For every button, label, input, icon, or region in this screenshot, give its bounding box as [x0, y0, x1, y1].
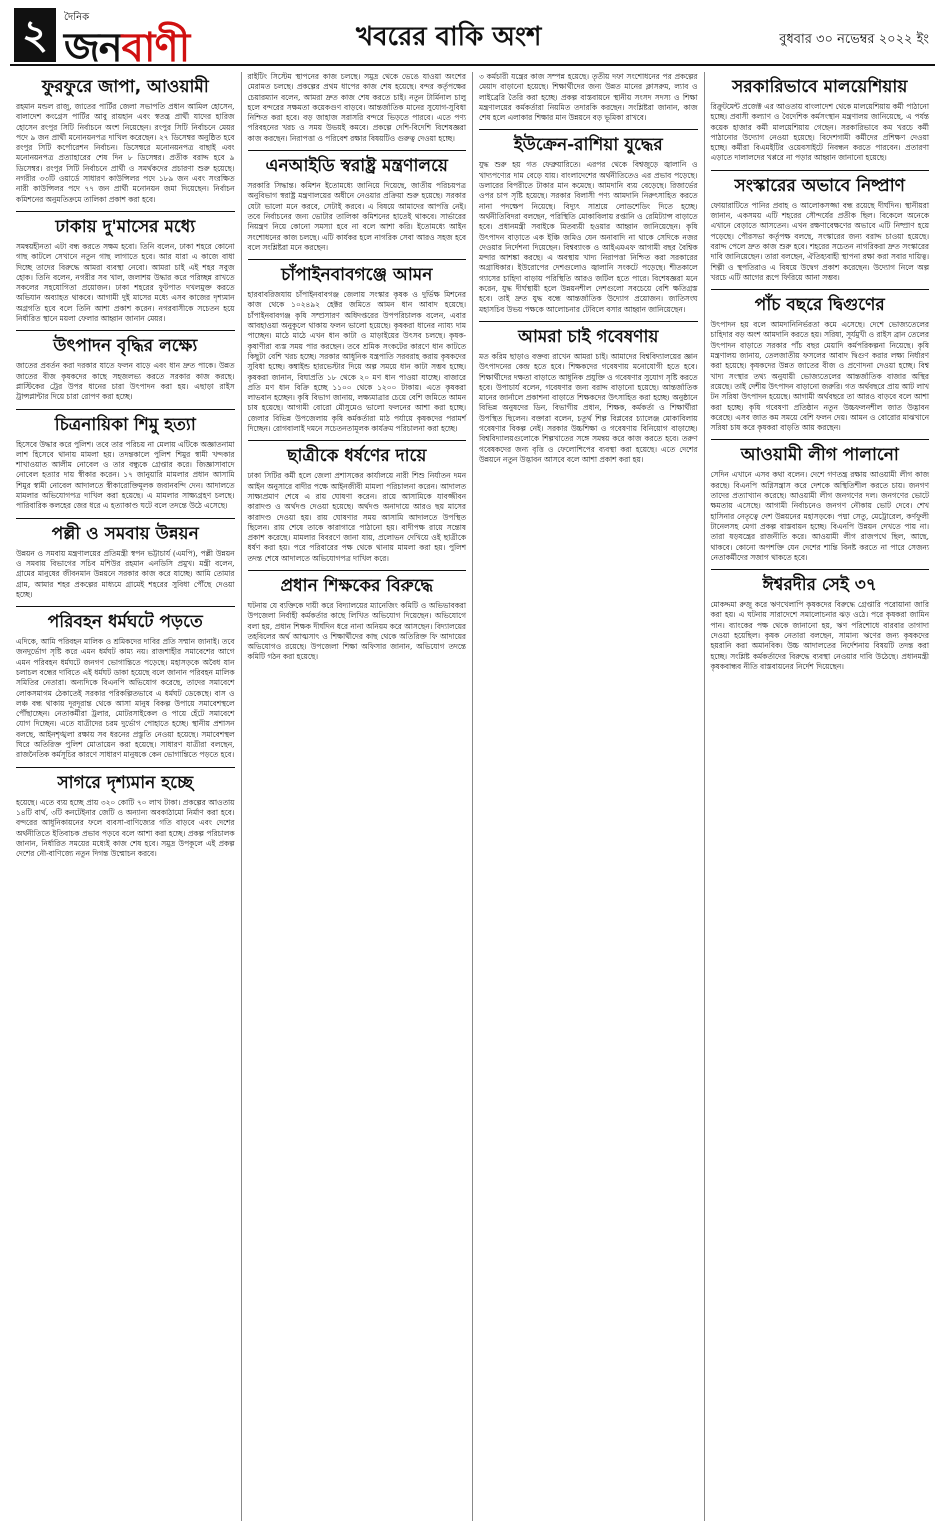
- article: [711, 170, 930, 283]
- article-body: এদিকে, আমি পরিবহন মালিক ও শ্রমিকদের দাবির প্রতি সম্মান জানাই। তবে জনদুর্ভোগ সৃষ্টি করে এমন ধর্মঘট কাম্য নয়। রাজশাহীর সমাবেশের আগে এমন পরিবহন ধর্মঘটে জনগণ ভোগান্তিতে পড়েছে। মহাসড়কে অবৈধ যান চলাচল বন্ধের দাবিতে এই ধর্মঘট ডাকা হয়েছে বলে জানান পরিবহন মালিক সমিতির নেতারা। অন্যদিকে বিএনপি অভিযোগ করেছে, তাদের সমাবেশে লোকসমাগম ঠেকাতেই সরকার পরিকল্পিতভাবে এ ধর্মঘট ডেকেছে। বাস ও লঞ্চ বন্ধ থাকায় দূরদূরান্ত থেকে আসা মানুষ বিকল্প উপায়ে সমাবেশস্থলে পৌঁছাচ্ছেন। নেতাকর্মীরা ট্রলার, মোটরসাইকেল ও পায়ে হেঁটে সমাবেশে যোগ দিচ্ছেন। এতে যাত্রীদের চরম দুর্ভোগ পোহাতে হচ্ছে। স্থানীয় প্রশাসন বলছে, আইনশৃঙ্খলা রক্ষায় সব ধরনের প্রস্তুতি নেওয়া হয়েছে। সমাবেশস্থল ঘিরে অতিরিক্ত পুলিশ মোতায়েন করা হয়েছে। সাধারণ যাত্রীরা বলছেন, রাজনৈতিক কর্মসূচির কারণে সাধারণ মানুষকে কেন ভোগান্তিতে পড়তে হবে।: [16, 637, 237, 760]
- article-body: সমন্বয়হীনতা এটা বন্ধ করতে সক্ষম হবো। তিনি বলেন, ঢাকা শহরে কোনো গাছ কাটলে সেখানে নতুন গাছ লাগাতে হবে। আর যারা এ কাজে বাধা দিচ্ছে তাদের বিরুদ্ধে আমরা ব্যবস্থা নেবো। আমরা চাই এই শহর সবুজ হোক। তিনি বলেন, নগরীর সব খাল, জলাশয় উদ্ধার করে পরিচ্ছন্ন রাখতে সকলের সহযোগিতা প্রয়োজন। ঢাকা শহরের ফুটপাত দখলমুক্ত করতে অভিযান অব্যাহত থাকবে। আগামী দুই মাসের মধ্যে এসব কাজের দৃশ্যমান অগ্রগতি হবে বলে তিনি আশা প্রকাশ করেন। নগরবাসীকে সচেতন হয়ে নির্ধারিত স্থানে ময়লা ফেলার আহ্বান জানান মেয়র।: [16, 241, 237, 324]
- article-body: যুদ্ধ শুরু হয় গত ফেব্রুয়ারিতে। এরপর থেকে বিশ্বজুড়ে জ্বালানি ও খাদ্যপণ্যের দাম বেড়ে যায়। বাংলাদেশের অর্থনীতিতেও এর প্রভাব পড়েছে। ডলারের বিপরীতে টাকার মান কমেছে। আমদানি ব্যয় বেড়েছে। রিজার্ভের ওপর চাপ সৃষ্টি হয়েছে। সরকার বিলাসী পণ্য আমদানি নিরুৎসাহিত করতে নানা পদক্ষেপ নিয়েছে। বিদ্যুৎ সাশ্রয়ে লোডশেডিং দিতে হচ্ছে। অর্থনীতিবিদরা বলছেন, পরিস্থিতি মোকাবিলায় রপ্তানি ও রেমিট্যান্স বাড়াতে হবে। প্রধানমন্ত্রী সবাইকে মিতব্যয়ী হওয়ার আহ্বান জানিয়েছেন। কৃষি উৎপাদন বাড়াতে এক ইঞ্চি জমিও যেন অনাবাদি না থাকে সেদিকে নজর দেওয়ার নির্দেশনা দিয়েছেন। বিশ্বব্যাংক ও আইএমএফ আগামী বছর বৈশ্বিক মন্দার আশঙ্কা করছে। এ অবস্থায় খাদ্য নিরাপত্তা নিশ্চিত করা সরকারের অগ্রাধিকার। ইউরোপের দেশগুলোও জ্বালানি সংকটে পড়েছে। শীতকালে গ্যাসের চাহিদা বাড়ায় পরিস্থিতি আরও জটিল হতে পারে। বিশেষজ্ঞরা মনে করেন, যুদ্ধ দীর্ঘস্থায়ী হলে উন্নয়নশীল দেশগুলো সবচেয়ে বেশি ক্ষতিগ্রস্ত হবে। তাই দ্রুত যুদ্ধ বন্ধে আন্তর্জাতিক উদ্যোগ প্রয়োজন। জাতিসংঘ মহাসচিব উভয় পক্ষকে আলোচনার টেবিলে বসার আহ্বান জানিয়েছেন।: [479, 160, 700, 314]
- article-headline: উৎপাদন বৃদ্ধির লক্ষ্যে: [16, 330, 235, 357]
- article-body: সেদিন এখানে এসব কথা বলেন। দেশে গণতন্ত্র রক্ষায় আওয়ামী লীগ কাজ করছে। বিএনপি অগ্নিসন্ত্রাস করে দেশকে অস্থিতিশীল করতে চায়। জনগণ তাদের প্রত্যাখ্যান করেছে। আওয়ামী লীগ জনগণের দল। জনগণের ভোটে ক্ষমতায় এসেছে। আগামী নির্বাচনেও জনগণ নৌকায় ভোট দেবে। শেখ হাসিনার নেতৃত্বে দেশ উন্নয়নের মহাসড়কে। পদ্মা সেতু, মেট্রোরেল, কর্ণফুলী টানেলসহ মেগা প্রকল্প বাস্তবায়ন হচ্ছে। বিএনপি উন্নয়ন দেখতে পায় না। তারা ষড়যন্ত্রের রাজনীতি করে। আওয়ামী লীগ রাজপথে ছিল, আছে, থাকবে। কোনো অপশক্তি যেন দেশের শান্তি বিনষ্ট করতে না পারে সেজন্য নেতাকর্মীদের সজাগ থাকতে হবে।: [710, 470, 932, 562]
- article: [16, 409, 235, 512]
- article: [248, 259, 467, 434]
- article-headline: সরকারিভাবে মালয়েশিয়ায়: [732, 77, 908, 97]
- article-body: হারবাবরিজযায় চাঁপাইনবাবগঞ্জ জেলায় সংস্কার কৃষক ও দুর্ভিক্ষ মিশনের কাজ থেকে ১০২৪৯২ হেক্টর জমিতে আমন ধান আবাদ হয়েছে। চাঁপাইনবাবগঞ্জ কৃষি সম্প্রসারণ অধিদপ্তরের উপপরিচালক বলেন, এবার আবহাওয়া অনুকূলে থাকায় ফলন ভালো হয়েছে। কৃষকরা ধানের ন্যায্য দাম পাচ্ছেন। মাঠে মাঠে এখন ধান কাটা ও মাড়াইয়ের উৎসব চলছে। কৃষক-কৃষাণীরা ব্যস্ত সময় পার করছেন। তবে শ্রমিক সংকটের কারণে ধান কাটতে কিছুটা বেশি খরচ হচ্ছে। সরকার আধুনিক যন্ত্রপাতি সরবরাহ করায় কৃষকদের সুবিধা হচ্ছে। কম্বাইন্ড হারভেস্টার দিয়ে অল্প সময়ে ধান কাটা সম্ভব হচ্ছে। কৃষকরা জানান, বিঘাপ্রতি ১৮ থেকে ২০ মণ ধান পাওয়া যাচ্ছে। বাজারে প্রতি মণ ধান বিক্রি হচ্ছে ১১০০ থেকে ১২০০ টাকায়। এতে কৃষকরা লাভবান হচ্ছেন। কৃষি বিভাগ জানায়, লক্ষ্যমাত্রার চেয়ে বেশি জমিতে আমন চাষ হয়েছে। আগামী বোরো মৌসুমেও ভালো ফলনের আশা করা হচ্ছে। জেলার বিভিন্ন উপজেলায় কৃষি কর্মকর্তারা মাঠ পর্যায়ে কৃষকদের পরামর্শ দিচ্ছেন। রোগবালাই দমনে সচেতনতামূলক কার্যক্রম পরিচালনা করা হচ্ছে।: [247, 290, 469, 434]
- article: [248, 570, 467, 663]
- logo-part-1: জন: [64, 25, 122, 71]
- article: [248, 440, 467, 564]
- article: [479, 72, 698, 123]
- article-headline: পাঁচ বছরে দ্বিগুণের: [711, 289, 930, 316]
- article: [711, 439, 930, 563]
- article: [248, 72, 467, 144]
- article-headline: ঢাকায় দু'মাসের মধ্যে: [16, 211, 235, 238]
- article-body: হিসেবে উদ্ধার করে পুলিশ। তবে তার পরিচয় না মেলায় এটিকে অজ্ঞাতনামা লাশ হিসেবে থানায় মামলা হয়। তদন্তকালে পুলিশ শিমুর স্বামী খন্দকার শাখাওয়াত আলীম নোবেল ও তার বন্ধুকে গ্রেপ্তার করে। জিজ্ঞাসাবাদে নোবেল হত্যার দায় স্বীকার করেন। ১৭ জানুয়ারি মামলার প্রধান আসামি শিমুর স্বামী নোবেল আদালতে স্বীকারোক্তিমূলক জবানবন্দি দেন। আদালতে মামলার অভিযোগপত্র দাখিল করা হয়েছে। এ মামলার সাক্ষ্যগ্রহণ চলছে। পারিবারিক কলহের জের ধরে এ হত্যাকাণ্ড ঘটে বলে তদন্তে উঠে এসেছে।: [16, 439, 237, 511]
- article-headline: পরিবহন ধর্মঘটে পড়তে: [16, 606, 235, 633]
- article-body: রিক্রুটমেন্ট প্রজেক্ট এর আওতায় বাংলাদেশ থেকে মালয়েশিয়ায় কর্মী পাঠানো হচ্ছে। প্রবাসী কল্যাণ ও বৈদেশিক কর্মসংস্থান মন্ত্রণালয় জানিয়েছে, এ পর্যন্ত কয়েক হাজার কর্মী মালয়েশিয়ায় গেছেন। সরকারিভাবে কম খরচে কর্মী পাঠানোর উদ্যোগ নেওয়া হয়েছে। বিদেশগামী কর্মীদের প্রশিক্ষণ দেওয়া হচ্ছে। কর্মীরা বিএমইটির ওয়েবসাইটে নিবন্ধন করতে পারবেন। প্রতারণা এড়াতে দালালদের খপ্পরে না পড়ার আহ্বান জানানো হয়েছে।: [710, 102, 932, 163]
- newspaper-logo: [64, 10, 244, 71]
- article-headline: ছাত্রীকে ধর্ষণের দায়ে: [248, 440, 467, 467]
- article-headline: সংস্কারের অভাবে নিষ্প্রাণ: [711, 170, 930, 197]
- article-body: ঘটনায় যে ব্যক্তিকে দায়ী করে বিদ্যালয়ের ম্যানেজিং কমিটি ও অভিভাবকরা উপজেলা নির্বাহী কর্মকর্তার কাছে লিখিত অভিযোগ দিয়েছেন। অভিযোগে বলা হয়, প্রধান শিক্ষক দীর্ঘদিন ধরে নানা অনিয়ম করে আসছেন। বিদ্যালয়ের তহবিলের অর্থ আত্মসাৎ ও শিক্ষার্থীদের কাছ থেকে অতিরিক্ত ফি আদায়ের অভিযোগও রয়েছে। উপজেলা শিক্ষা অফিসার জানান, অভিযোগ তদন্তে কমিটি গঠন করা হয়েছে।: [247, 600, 469, 662]
- article-body: রহমান মন্ডল রাজু, জাতের পার্টির জেলা সভাপতি প্রধান আমিল হোসেন, বালাদেশ কংগ্রেস পার্টির আবু রায়হান এবং স্বতন্ত্র প্রার্থী যাদের হারিজ হোসেন রংপুর সিটি নির্বাচনে অংশ নিয়েছেন। রংপুর সিটি নির্বাচনে মেয়র পদে ৯ জন প্রার্থী মনোনয়নপত্র দাখিল করেছেন। ২৭ ডিসেম্বর অনুষ্ঠিত হবে রংপুর সিটি কর্পোরেশন নির্বাচন। ডিসেম্বরে মনোনয়নপত্র বাছাই এবং মনোনয়নপত্র প্রত্যাহারের শেষ দিন ৮ ডিসেম্বর। প্রতীক বরাদ্দ হবে ৯ ডিসেম্বর। রংপুর সিটি নির্বাচনে প্রার্থী ও সমর্থকদের প্রচারণা শুরু হয়েছে। নগরীর ৩৩টি ওয়ার্ডে সাধারণ কাউন্সিলর পদে ১৮৯ জন এবং সংরক্ষিত নারী কাউন্সিলর পদে ৭৭ জন প্রার্থী মনোনয়ন জমা দিয়েছেন। নির্বাচন কমিশনের অনুমতিক্রমে তালিকা প্রকাশ করা হবে।: [16, 102, 237, 204]
- column-4: [705, 72, 936, 1521]
- article-body: জাতের প্রবর্তন করা দরকার যাতে ফলন বাড়ে এবং ধান দ্রুত পাকে। উন্নত জাতের বীজ কৃষকদের কাছে সহজলভ্য করতে সরকার কাজ করছে। প্লাস্টিকের ট্রের উপর ধানের চারা উৎপাদন করা হয়। এছাড়া রাইস ট্রান্সপ্লান্টার দিয়ে চারা রোপণ করা হচ্ছে।: [16, 361, 237, 402]
- article: [16, 767, 235, 860]
- article-body: মোকদ্দমা রুজু করে ঋণখেলাপি কৃষকদের বিরুদ্ধে গ্রেপ্তারি পরোয়ানা জারি করা হয়। এ ঘটনায় সারাদেশে সমালোচনার ঝড় ওঠে। পরে কৃষকরা জামিন পান। ব্যাংকের পক্ষ থেকে জানানো হয়, ঋণ পরিশোধে বারবার তাগাদা দেওয়া হয়েছিল। কৃষক নেতারা বলছেন, সামান্য ঋণের জন্য কৃষকদের হয়রানি করা অমানবিক। উচ্চ আদালতের নির্দেশনায় বিষয়টি তদন্ত করা হচ্ছে। সংশ্লিষ্ট কর্মকর্তাদের বিরুদ্ধে ব্যবস্থা নেওয়ার দাবি উঠেছে। প্রধানমন্ত্রী কৃষকবান্ধব নীতি বাস্তবায়নের নির্দেশ দিয়েছেন।: [710, 600, 932, 671]
- article-headline: আমরা চাই গবেষণায়: [479, 321, 698, 348]
- article-body: রাইটিং সিস্টেম স্থাপনের কাজ চলছে। সমুদ্র থেকে ভেঙে যাওয়া অংশের মেরামত চলছে। প্রকল্পের প্রথম ধাপের কাজ শেষ হয়েছে। বন্দর কর্তৃপক্ষের চেয়ারম্যান বলেন, আমরা দ্রুত কাজ শেষ করতে চাই। নতুন টার্মিনাল চালু হলে বন্দরের সক্ষমতা কয়েকগুণ বাড়বে। আন্তর্জাতিক মানের সুযোগ-সুবিধা নিশ্চিত করা হবে। বড় জাহাজ সরাসরি বন্দরে ভিড়তে পারবে। এতে পণ্য পরিবহনের খরচ ও সময় উভয়ই কমবে। প্রকল্পে দেশি-বিদেশি বিশেষজ্ঞরা কাজ করছেন। নিরাপত্তা ও পরিবেশ রক্ষার বিষয়টিও গুরুত্ব দেওয়া হচ্ছে।: [247, 72, 469, 143]
- article: [711, 76, 930, 164]
- article-body: ফোয়ারাটিতে পানির প্রবাহ ও আলোকসজ্জা বন্ধ রয়েছে দীর্ঘদিন। স্থানীয়রা জানান, একসময় এটি শহরের সৌন্দর্যের প্রতীক ছিল। বিকেলে অনেকে এখানে বেড়াতে আসতেন। এখন রক্ষণাবেক্ষণের অভাবে এটি নিষ্প্রাণ হয়ে পড়েছে। পৌরসভা কর্তৃপক্ষ বলছে, সংস্কারের জন্য বরাদ্দ চাওয়া হয়েছে। বরাদ্দ পেলে দ্রুত কাজ শুরু হবে। শহরের সচেতন নাগরিকরা দ্রুত সংস্কারের দাবি জানিয়েছেন। তারা বলছেন, ঐতিহ্যবাহী স্থাপনা রক্ষা করা সবার দায়িত্ব। শিল্পী ও স্থপতিরাও এ বিষয়ে উদ্বেগ প্রকাশ করেছেন। উদ্যোগ নিলে অল্প খরচে এটি আগের রূপে ফিরিয়ে আনা সম্ভব।: [710, 200, 932, 282]
- article-headline: প্রধান শিক্ষকের বিরুদ্ধে: [248, 570, 467, 597]
- column-1: [10, 72, 242, 1521]
- article-headline: পল্লী ও সমবায় উন্নয়ন: [16, 518, 235, 545]
- article-headline: চাঁপাইনবাবগঞ্জে আমন: [248, 259, 467, 286]
- article: [479, 321, 698, 465]
- article-body: হয়েছে। এতে ব্যয় হচ্ছে প্রায় ৩২০ কোটি ৭০ লাখ টাকা। প্রকল্পের আওতায় ১৪টি বার্থ, ৩টি কনটেইনার জেটি ও অন্যান্য অবকাঠামো নির্মাণ করা হবে। বন্দরের আধুনিকায়নের ফলে ব্যবসা-বাণিজ্যের গতি বাড়বে এবং দেশের অর্থনীতিতে ইতিবাচক প্রভাব পড়বে বলে আশা করা হচ্ছে। প্রকল্প পরিচালক জানান, নির্ধারিত সময়ের মধ্যেই কাজ শেষ হবে। সমুদ্র উপকূলে এই প্রকল্প দেশের নৌ-বাণিজ্যে নতুন দিগন্ত উন্মোচন করবে।: [16, 797, 237, 859]
- article-body: মত করিম ছাড়াও বক্তব্য রাখেন আমরা চাই। আমাদের বিশ্ববিদ্যালয়ের জ্ঞান উৎপাদনের কেন্দ্র হতে হবে। শিক্ষকদের গবেষণায় মনোযোগী হতে হবে। শিক্ষার্থীদের দক্ষতা বাড়াতে আধুনিক প্রযুক্তি ও গবেষণার সুযোগ সৃষ্টি করতে হবে। উপাচার্য বলেন, গবেষণার জন্য বরাদ্দ বাড়ানো হয়েছে। আন্তর্জাতিক মানের জার্নালে প্রকাশনা বাড়াতে শিক্ষকদের উৎসাহিত করা হচ্ছে। অনুষ্ঠানে বিভিন্ন অনুষদের ডিন, বিভাগীয় প্রধান, শিক্ষক, কর্মকর্তা ও শিক্ষার্থীরা উপস্থিত ছিলেন। বক্তারা বলেন, চতুর্থ শিল্প বিপ্লবের চ্যালেঞ্জ মোকাবিলায় গবেষণার বিকল্প নেই। সরকার উচ্চশিক্ষা ও গবেষণায় বিনিয়োগ বাড়াচ্ছে। বিশ্ববিদ্যালয়গুলোকে শিল্পখাতের সঙ্গে সমন্বয় করে কাজ করতে হবে। তরুণ গবেষকদের জন্য বৃত্তি ও ফেলোশিপের ব্যবস্থা করা হয়েছে। এতে দেশের উন্নয়নে নতুন উদ্ভাবন আসবে বলে আশা প্রকাশ করা হয়।: [479, 351, 700, 464]
- article: [16, 76, 235, 205]
- page-number: ২: [14, 8, 56, 62]
- article: [248, 150, 467, 253]
- article-body: সরকারি সিদ্ধান্ত। কমিশন ইতোমধ্যে জানিয়ে দিয়েছে, জাতীয় পরিচয়পত্র অনুবিভাগ স্বরাষ্ট্র মন্ত্রণালয়ের অধীনে নেওয়ার প্রক্রিয়া শুরু হয়েছে। সরকার যেটা ভালো মনে করবে, সেটাই করবে। এ বিষয়ে আমাদের আপত্তি নেই। তবে নির্বাচনের জন্য ভোটার তালিকা কমিশনের হাতেই থাকবে। সার্ভারের নিয়ন্ত্রণ নিয়ে কোনো সমস্যা হবে না বলে আশা করি। ইতোমধ্যে আইন সংশোধনের কাজ চলছে। এটি কার্যকর হলে নাগরিক সেবা আরও সহজ হবে বলে সংশ্লিষ্টরা মনে করছেন।: [247, 181, 469, 252]
- article: [711, 569, 930, 672]
- article-headline: আওয়ামী লীগ পালানো: [711, 439, 930, 466]
- article-headline: ইউক্রেন-রাশিয়া যুদ্ধের: [479, 129, 698, 156]
- section-title: খবরের বাকি অংশ: [356, 22, 542, 52]
- article-columns: [10, 72, 935, 1521]
- article: [16, 330, 235, 402]
- article: [479, 129, 698, 314]
- article-body: উন্নয়ন ও সমবায় মন্ত্রণালয়ের প্রতিমন্ত্রী স্বপন ভট্টাচার্য (এমপি), পল্লী উন্নয়ন ও সমবায় বিভাগের সচিব মশিউর রহমান এনডিসি প্রমুখ। মন্ত্রী বলেন, গ্রামের মানুষের জীবনমান উন্নয়নে সরকার কাজ করে যাচ্ছে। আমি তোমার গ্রাম, আমার শহর প্রকল্পের মাধ্যমে গ্রামেই শহরের সুবিধা পৌঁছে দেওয়া হচ্ছে।: [16, 548, 237, 599]
- article: [16, 518, 235, 600]
- article: [16, 606, 235, 761]
- article: [16, 211, 235, 324]
- logo-part-2: বাণী: [121, 25, 190, 71]
- column-2: [242, 72, 474, 1521]
- column-3: [473, 72, 705, 1521]
- issue-date: বুধবার ৩০ নভেম্বর ২০২২ ইং: [779, 32, 929, 47]
- article-headline: ফুরফুরে জাপা, আওয়ামী: [41, 77, 209, 97]
- article: [711, 289, 930, 433]
- article-body: উৎপাদন হয় বলে আমদানিনির্ভরতা কমে এসেছে। দেশে ভোজ্যতেলের চাহিদার বড় অংশ আমদানি করতে হয়। সরিষা, সূর্যমুখী ও রাইস ব্রান তেলের উৎপাদন বাড়াতে সরকার পাঁচ বছর মেয়াদি কর্মপরিকল্পনা নিয়েছে। কৃষি মন্ত্রণালয় জানায়, তেলজাতীয় ফসলের আবাদ দ্বিগুণ করার লক্ষ্য নির্ধারণ করা হয়েছে। কৃষকদের উন্নত জাতের বীজ ও প্রণোদনা দেওয়া হচ্ছে। বিশ্ব খাদ্য সংস্থার তথ্য অনুযায়ী ভোজ্যতেলের আন্তর্জাতিক বাজার অস্থির রয়েছে। তাই দেশীয় উৎপাদন বাড়ানো জরুরি। গত অর্থবছরে প্রায় আট লাখ টন সরিষা উৎপাদন হয়েছে। আগামী অর্থবছরে তা আরও বাড়বে বলে আশা করা হচ্ছে। কৃষি গবেষণা প্রতিষ্ঠান নতুন উচ্চফলনশীল জাত উদ্ভাবন করেছে। এসব জাত কম সময়ে বেশি ফলন দেয়। আমন ও বোরোর মাঝখানে সরিষা চাষ করে কৃষকরা বাড়তি আয় করছেন।: [710, 320, 932, 433]
- masthead: [10, 6, 935, 71]
- article-headline: সাগরে দৃশ্যমান হচ্ছে: [16, 767, 235, 794]
- article-body: ঢাকা সিটির কর্মী হলে জেলা প্রশাসকের কার্যালয়ে নারী শিশু নির্যাতন দমন আইন অনুসারে বাদীর পক্ষে আইনজীবী মামলা পরিচালনা করেন। আদালত সাক্ষ্যপ্রমাণ শেষে এ রায় ঘোষণা করেন। রায়ে আসামিকে যাবজ্জীবন কারাদণ্ড ও অর্থদণ্ড দেওয়া হয়েছে। অর্থদণ্ড অনাদায়ে আরও ছয় মাসের কারাদণ্ড দেওয়া হয়। রায় ঘোষণার সময় আসামি আদালতে উপস্থিত ছিলেন। রায় শেষে তাকে কারাগারে পাঠানো হয়। বাদীপক্ষ রায়ে সন্তোষ প্রকাশ করেছে। মামলার বিবরণে জানা যায়, প্রলোভন দেখিয়ে ওই ছাত্রীকে ধর্ষণ করা হয়। পরে পরিবারের পক্ষ থেকে থানায় মামলা করা হয়। পুলিশ তদন্ত শেষে আদালতে অভিযোগপত্র দাখিল করে।: [247, 471, 469, 563]
- article-headline: চিত্রনায়িকা শিমু হত্যা: [16, 409, 235, 436]
- article-body: ৩ কর্মচারী যন্ত্রের কাজ সম্পন্ন হয়েছে। তৃতীয় দফা সংশোধনের পর প্রকল্পের মেয়াদ বাড়ানো হয়েছে। শিক্ষার্থীদের জন্য উন্নত মানের ক্লাসরুম, ল্যাব ও লাইব্রেরি তৈরি করা হচ্ছে। প্রকল্প বাস্তবায়নে স্থানীয় সংসদ সদস্য ও শিক্ষা মন্ত্রণালয়ের কর্মকর্তারা নিয়মিত তদারকি করছেন। সংশ্লিষ্টরা জানান, কাজ শেষ হলে এলাকার শিক্ষার মান উন্নয়নে বড় ভূমিকা রাখবে।: [479, 72, 700, 123]
- logo-small-text: দৈনিক: [64, 12, 90, 23]
- article-headline: এনআইডি স্বরাষ্ট্র মন্ত্রণালয়ে: [248, 150, 467, 177]
- article-headline: ঈশ্বরদীর সেই ৩৭: [711, 569, 930, 596]
